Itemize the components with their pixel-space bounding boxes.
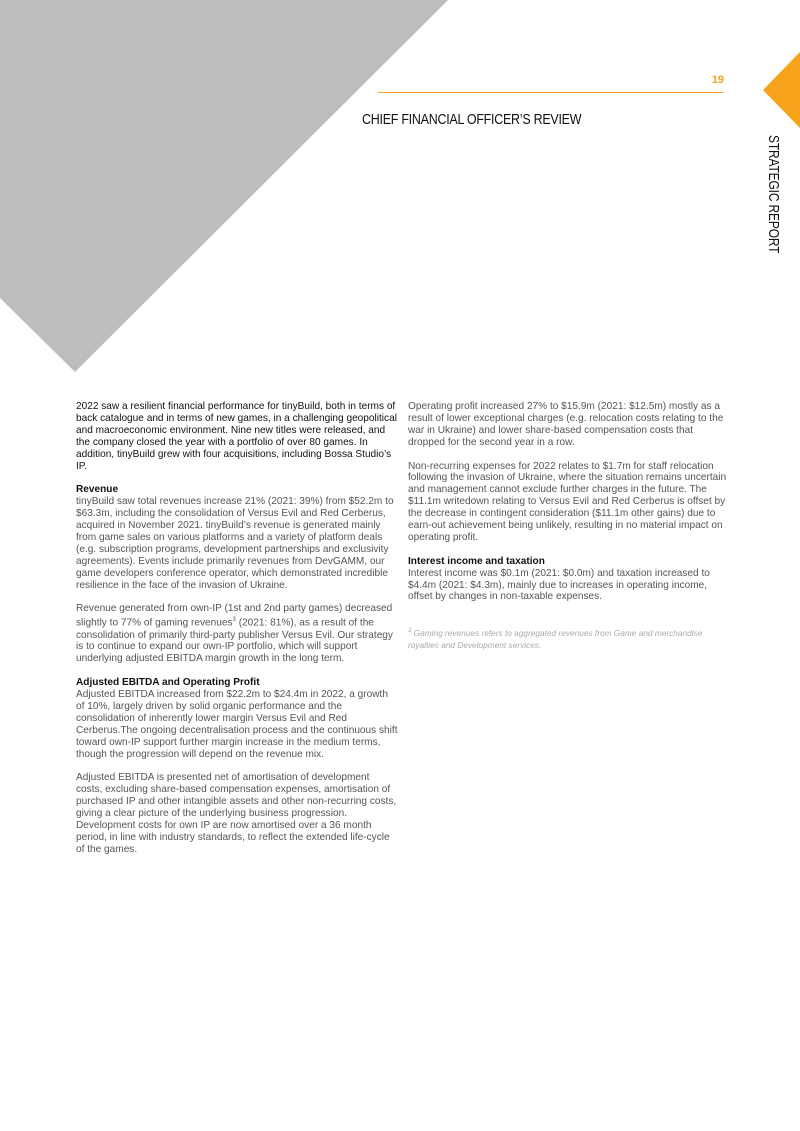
footnote bbox=[408, 626, 730, 651]
orange-tab-triangle bbox=[763, 52, 800, 128]
ebitda-paragraph-1: Adjusted EBITDA increased from $22.2m to $24.4m in 2022, a growth of 10%, largely driven by solid organic performance and the consolidation of inherently lower margin Versus Evil and Red Cerberus.The ongoing decentralisation process and the continuous shift toward own-IP support further margin increase in the medium terms, though the progression will depend on the revenue mix. bbox=[76, 689, 398, 760]
own-ip-paragraph bbox=[76, 603, 398, 665]
right-column bbox=[408, 401, 730, 651]
section-tab-label: STRATEGIC REPORT bbox=[765, 135, 782, 254]
ebitda-paragraph-2: Adjusted EBITDA is presented net of amortisation of development costs, excluding share-based compensation expenses, amortisation of purchased IP and other intangible assets and other non-recurring costs, giving a clear picture of the underlying business progression. Development costs for own IP are now amortised over a 36 month period, in line with industry standards, to reflect the extended life-cycle of the games. bbox=[76, 772, 397, 855]
revenue-heading: Revenue bbox=[76, 484, 119, 496]
footnote-mark: 3 bbox=[408, 628, 412, 635]
interest-paragraph: Interest income was $0.1m (2021: $0.0m) and taxation increased to $4.4m (2021: $4.3m), mainly due to increases in operating income, offset by changes in non-taxable expenses. bbox=[408, 567, 710, 603]
own-ip-text-a: Revenue generated from own-IP (1st and 2nd party games) decreased slightly to 77% of gaming revenues bbox=[76, 603, 393, 629]
footnote-ref: 3 bbox=[232, 617, 236, 624]
gray-triangle-decoration bbox=[0, 0, 448, 372]
ebitda-heading: Adjusted EBITDA and Operating Profit bbox=[76, 677, 260, 689]
operating-profit-paragraph: Operating profit increased 27% to $15.9m (2021: $12.5m) mostly as a result of lower exceptional charges (e.g. relocation costs relating to the war in Ukraine) and lower share-based compensation costs that dropped for the second year in a row. bbox=[408, 401, 724, 448]
page-title: CHIEF FINANCIAL OFFICER’S REVIEW bbox=[362, 112, 582, 128]
interest-heading: Interest income and taxation bbox=[408, 555, 545, 567]
left-column bbox=[76, 401, 398, 868]
own-ip-text-b: (2021: 81%), as a result of the consolidation of primarily third-party publisher Versus Evil. Our strategy is to continue to expand our own-IP portfolio, which will support underlying adjusted EBITDA margin growth in the long term. bbox=[76, 617, 393, 665]
header-rule bbox=[378, 92, 723, 93]
decorative-shapes bbox=[0, 0, 800, 400]
intro-paragraph: 2022 saw a resilient financial performance for tinyBuild, both in terms of back catalogue and in terms of new games, in a challenging geopolitical and macroeconomic environment. Nine new titles were released, and the company closed the year with a portfolio of over 80 games. In addition, tinyBuild grew with four acquisitions, including Bossa Studio’s IP. bbox=[76, 401, 397, 472]
footnote-text: Gaming revenues refers to aggregated revenues from Game and merchandise royalties and Development services. bbox=[408, 628, 703, 650]
revenue-paragraph: tinyBuild saw total revenues increase 21% (2021: 39%) from $52.2m to $63.3m, including the consolidation of Versus Evil and Red Cerberus, acquired in November 2021. tinyBuild’s revenue is generated mainly from game sales on various platforms and a variety of platform deals (e.g. subscription programs, development partnerships and exclusivity agreements). Events include primarily revenues from DevGAMM, our game developers conference operator, which demonstrated incredible resilience in the face of the invasion of Ukraine. bbox=[76, 496, 394, 591]
non-recurring-paragraph: Non-recurring expenses for 2022 relates to $1.7m for staff relocation following the invasion of Ukraine, where the situation remains uncertain and management cannot exclude further charges in the future. The $11.1m writedown relating to Versus Evil and Red Cerberus is offset by the decrease in contingent consideration ($11.1m other gains) due to earn-out achievement being unlikely, resulting in no material impact on operating profit. bbox=[408, 460, 727, 543]
page-number: 19 bbox=[711, 74, 724, 86]
